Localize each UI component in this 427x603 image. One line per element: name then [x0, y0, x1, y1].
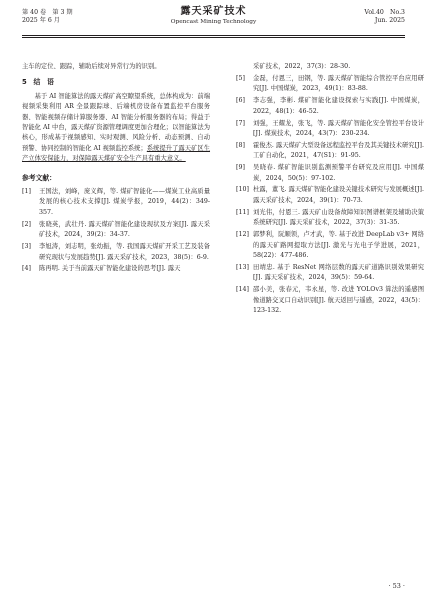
- left-column: [22, 62, 210, 276]
- right-column: [236, 62, 424, 318]
- header-rule-top: [22, 35, 405, 36]
- reference-item: [22, 242, 210, 263]
- reference-number: [2]: [22, 220, 31, 228]
- reference-text: 郭梦利，阮顺领，卢才武，等. 基于改进 DeepLab v3+ 网络的露天矿路网提取方法[J]. 激光与光电子学进展，2021，58(22)：477-486.: [253, 231, 424, 259]
- reference-text: 李旭涛，刘志明，张幼振，等. 我国露天煤矿开采工艺及装备研究现状与发展趋势[J]. 露天采矿技术，2023，38(5)：6-9.: [39, 243, 210, 261]
- reference-text: 李志强，李彬. 煤矿智能化建设探索与实践[J]. 中国煤炭，2022，48(1)：46-52.: [253, 97, 424, 115]
- section-heading: 5 结 语: [22, 78, 54, 87]
- reference-item: [236, 141, 424, 162]
- reference-number: [9]: [236, 164, 245, 172]
- intro-paragraph: 主车的定位、跟踪，辅助后续对异常行为的识别。: [22, 63, 161, 70]
- reference-number: [3]: [22, 243, 31, 251]
- reference-text: 刘光伟，付恩三. 露天矿山设备故障知识图谱框架及辅助决策系统研究[J]. 露天采矿技术，2022，37(3)：31-35.: [253, 208, 424, 227]
- reference-number: [14]: [236, 286, 249, 294]
- reference-text: 张晓英，武壮丹. 露天煤矿智能化建设现状及方案[J]. 露天采矿技术，2024，39(2)：34-37.: [39, 220, 210, 239]
- reference-number: [1]: [22, 188, 31, 196]
- reference-number: [13]: [236, 263, 249, 271]
- reference-number: [8]: [236, 141, 245, 149]
- journal-title-zh: 露天采矿技术: [180, 6, 247, 17]
- conclusion-underlined-text: 系统提升了露天矿区生产立体安保能力，对保障露天煤矿安全生产具有重大意义。: [22, 144, 211, 163]
- reference-text: 吴晓春. 煤矿智能识别监测预警平台研究及应用[J]. 中国煤炭，2024，50(5)：97-102.: [253, 164, 424, 182]
- reference-item: [236, 74, 424, 95]
- page-number: · 53 ·: [388, 582, 405, 590]
- header-rule-bottom: [22, 37, 405, 38]
- reference-item: [22, 264, 210, 274]
- reference-text: 王国法，刘峰，庞义辉，等. 煤矿智能化——煤炭工业高质量发展的核心技术支撑[J]. 煤炭学报，2019，44(2)：349-357.: [39, 188, 210, 216]
- journal-title-en: Opencast Mining Technology: [170, 19, 257, 25]
- reference-text: 金磊，付恩三，田钢，等. 露天煤矿智能综合管控平台应用研究[J]. 中国煤炭，2023，49(1)：83-88.: [253, 74, 424, 93]
- reference-number: [7]: [236, 119, 245, 127]
- reference-item: [236, 163, 424, 184]
- reference-text: 陈再明. 关于当前露天矿智能化建设的思考[J]. 露天: [39, 265, 181, 273]
- header-right: [364, 9, 405, 25]
- reference-item: [236, 263, 424, 284]
- date-zh: 2025 年 6 月: [22, 17, 60, 24]
- reference-item: [236, 208, 424, 229]
- reference-number: [6]: [236, 97, 245, 105]
- reference-number: [12]: [236, 231, 249, 239]
- reference-item: [236, 230, 424, 261]
- references-heading: 参考文献：: [22, 173, 56, 182]
- page-header: [22, 6, 405, 32]
- references-list-left: [22, 187, 210, 275]
- conclusion-paragraph: [22, 92, 210, 165]
- reference-number: [5]: [236, 74, 245, 82]
- reference-item: [236, 285, 424, 316]
- header-center: [22, 6, 405, 26]
- reference-number: [10]: [236, 186, 249, 194]
- reference-item: [22, 187, 210, 218]
- references-list-right: [236, 62, 424, 316]
- reference-text: 邵小美，张春元，韦永星，等. 改进 YOLOv3 算法的遥感图像道路交叉口自动识别[J]. 航天返回与遥感，2022，43(5)：123-132.: [253, 286, 424, 314]
- reference-item: [22, 220, 210, 241]
- reference-number: [4]: [22, 265, 31, 273]
- volume-issue-en: Vol.40 No.3: [364, 9, 405, 16]
- conclusion-text: 基于 AI 智能算法的露天煤矿高空瞭望系统，总体构成为：前端视频采集利用 AR 全景跟踪球、后端机房设备布置监控平台服务器、智能视频存储计算服务器、AI 智能分析服务器的布局；得益于智能化 AI 中台，露天煤矿资源管理调度更加合理化；以智能算法为核心，形成基于视频感知、实时观测、风险分析、动态预测、自动预警、协同控制的智能化 AI 视频监控系统；: [22, 92, 210, 152]
- reference-item: [236, 185, 424, 206]
- reference-text: 杜露，董飞. 露天煤矿智能化建设关键技术研究与发展概述[J]. 露天采矿技术，2024，39(1)：70-73.: [253, 186, 424, 204]
- reference-number: [11]: [236, 208, 249, 216]
- date-en: Jun. 2025: [374, 17, 405, 24]
- reference-text: 田靖忠. 基于 ResNet 网络层数的露天矿道路识别效果研究[J]. 露天采矿技术，2024，39(5)：59-64.: [253, 263, 424, 282]
- reference-item: [236, 119, 424, 140]
- volume-issue-zh: 第 40 卷 第 3 期: [22, 9, 73, 16]
- reference-item: [236, 96, 424, 117]
- reference-continuation: 采矿技术，2022，37(3)：28-30.: [253, 63, 351, 70]
- reference-text: 霍俊杰. 露天煤矿大型设备远程监控平台及其关键技术研究[J]. 工矿自动化，2021，47(S1)：91-95.: [253, 141, 424, 160]
- reference-text: 刘强，王耀龙，张飞，等. 露天煤矿智能化安全管控平台设计[J]. 煤炭技术，2024，43(7)：230-234.: [253, 119, 424, 137]
